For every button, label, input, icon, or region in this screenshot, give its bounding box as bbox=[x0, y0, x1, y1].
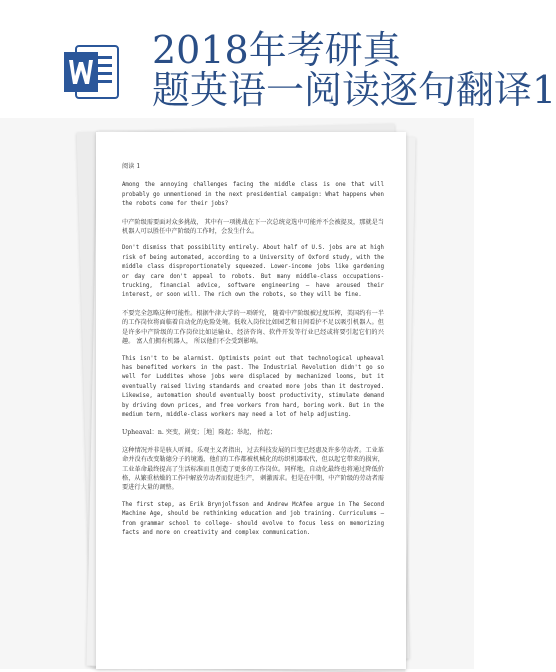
page-title-line-2: 题英语一阅读逐句翻译1 bbox=[152, 68, 556, 112]
document-paragraph-6: Upheaval：n. 突变，剧变；［地］隆起；举起， 抬起； bbox=[122, 429, 277, 437]
document-heading: 阅读 1 bbox=[122, 163, 141, 170]
document-paragraph-3: Don't dismiss that possibility entirely. About half of U.S. jobs are at high risk of being automated, according to a University of Oxford study, with the middle class disproportionately squeezed. Lower-income jobs like gardening or day care don't appeal to robots. But many middle-class occupations-trucking, financial advice, software engineering — have aroused their interest, or soon will. The rich own the robots, so they will be fine. bbox=[122, 245, 384, 299]
document-paragraph-5: This isn't to be alarmist. Optimists point out that technological upheaval has benefited workers in the past. The Industrial Revolution didn't go so well for Luddites whose jobs were displaced by mechanized looms, but it eventually raised living standards and created more jobs than it destroyed. Likewise, automation should eventually boost productivity, stimulate demand by driving down prices, and free workers from hard, boring work. But in the medium term, middle-class workers may need a lot of help adjusting. bbox=[122, 355, 384, 418]
document-paragraph-7: 这种情况并非是骇人听闻。乐观主义者指出，过去科技发展的巨变已经惠及许多劳动者。工业革命并没有改变勒德分子的境遇，他们的工作都被机械化的纺织机器取代，但以起它带来的损害，工业革命最终提高了生活标准而且创造了更多的工作岗位。同样地，自动化最终也将通过降低价格，从繁重枯燥的工作中解放劳动者而促进生产， 刺激需求。但是在中期，中产阶级的劳动者需要进行大量的调整。 bbox=[122, 446, 384, 492]
document-body bbox=[122, 181, 384, 538]
document-paragraph-2: 中产阶级需要面对众多挑战， 其中有一项挑战在下一次总统竞选中可能并不会被提及，那就是当机器人可以胜任中产阶级的工作时，会发生什么。 bbox=[122, 218, 384, 236]
page-title-line-1: 2018年考研真 bbox=[152, 28, 401, 72]
document-paragraph-1: Among the annoying challenges facing the middle class is one that will probably go unmentioned in the next presidential campaign: What happens when the robots come for their jobs? bbox=[122, 182, 384, 208]
document-paragraph-8: The first step, as Erik Brynjolfsson and Andrew McAfee argue in The Second Machine Age, should be rethinking education and job training. Curriculums —from grammar school to college- should evolve to focus less on memorizing facts and more on creativity and complex communication. bbox=[122, 501, 384, 536]
word-logo-icon bbox=[62, 42, 122, 102]
document-paragraph-4: 不要完全忽略这种可能性。根据牛津大学的一项研究， 随着中产阶级被过度压榨，美国约有一半的工作岗位将面临着自动化的危险处境。低收入岗位比如园艺和日间看护不足以吸引机器人。但是许多中产阶级的工作岗位比如运输业、经济咨询、软件开发等行业已经或将要引起它们的兴趣。 富人们拥有机器人， 所以他们不会受到影响。 bbox=[122, 309, 384, 346]
document-page bbox=[96, 132, 406, 669]
header bbox=[0, 0, 556, 118]
